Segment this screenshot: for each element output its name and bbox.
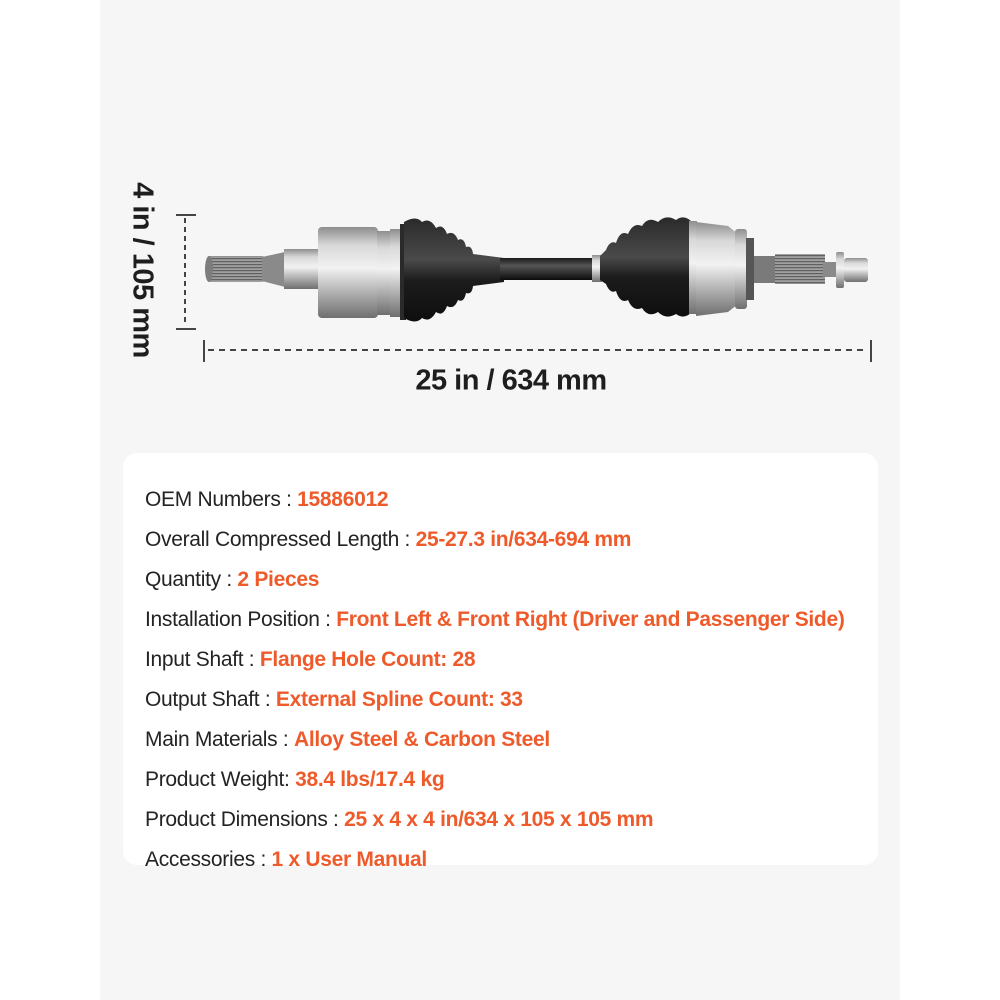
spec-row-oem-numbers [145, 484, 845, 524]
spec-row-input-shaft [145, 644, 845, 684]
spec-value: Alloy Steel & Carbon Steel [293, 728, 550, 751]
spec-row-accessories [145, 844, 845, 884]
spec-label: OEM Numbers : [145, 488, 298, 511]
spec-value: 2 Pieces [237, 568, 320, 591]
spec-value: External Spline Count: 33 [275, 688, 523, 711]
height-dimension-line [176, 215, 196, 329]
height-dimension-label: 4 in / 105 mm [126, 182, 159, 358]
length-dimension-line [204, 340, 871, 362]
spec-label: Overall Compressed Length : [145, 528, 416, 551]
spec-row-compressed-length [145, 524, 845, 564]
spec-value: Front Left & Front Right (Driver and Passenger Side) [336, 608, 845, 631]
spec-value: Flange Hole Count: 28 [259, 648, 476, 671]
spec-row-installation-position [145, 604, 845, 644]
spec-row-quantity [145, 564, 845, 604]
spec-row-output-shaft [145, 684, 845, 724]
spec-list [145, 484, 845, 884]
spec-row-main-materials [145, 724, 845, 764]
spec-value: 15886012 [297, 488, 389, 511]
spec-label: Product Weight: [145, 768, 296, 791]
spec-value: 25-27.3 in/634-694 mm [415, 528, 632, 551]
spec-label: Input Shaft : [145, 648, 260, 671]
spec-value: 38.4 lbs/17.4 kg [295, 768, 445, 791]
length-dimension-label: 25 in / 634 mm [415, 364, 607, 397]
spec-label: Installation Position : [145, 608, 337, 631]
spec-label: Main Materials : [145, 728, 294, 751]
product-illustration [0, 0, 1000, 420]
spec-row-product-weight [145, 764, 845, 804]
spec-value: 25 x 4 x 4 in/634 x 105 x 105 mm [344, 808, 654, 831]
spec-label: Output Shaft : [145, 688, 276, 711]
spec-row-product-dimensions [145, 804, 845, 844]
spec-label: Quantity : [145, 568, 238, 591]
spec-label: Accessories : [145, 848, 272, 871]
spec-value: 1 x User Manual [271, 848, 427, 871]
spec-label: Product Dimensions : [145, 808, 345, 831]
